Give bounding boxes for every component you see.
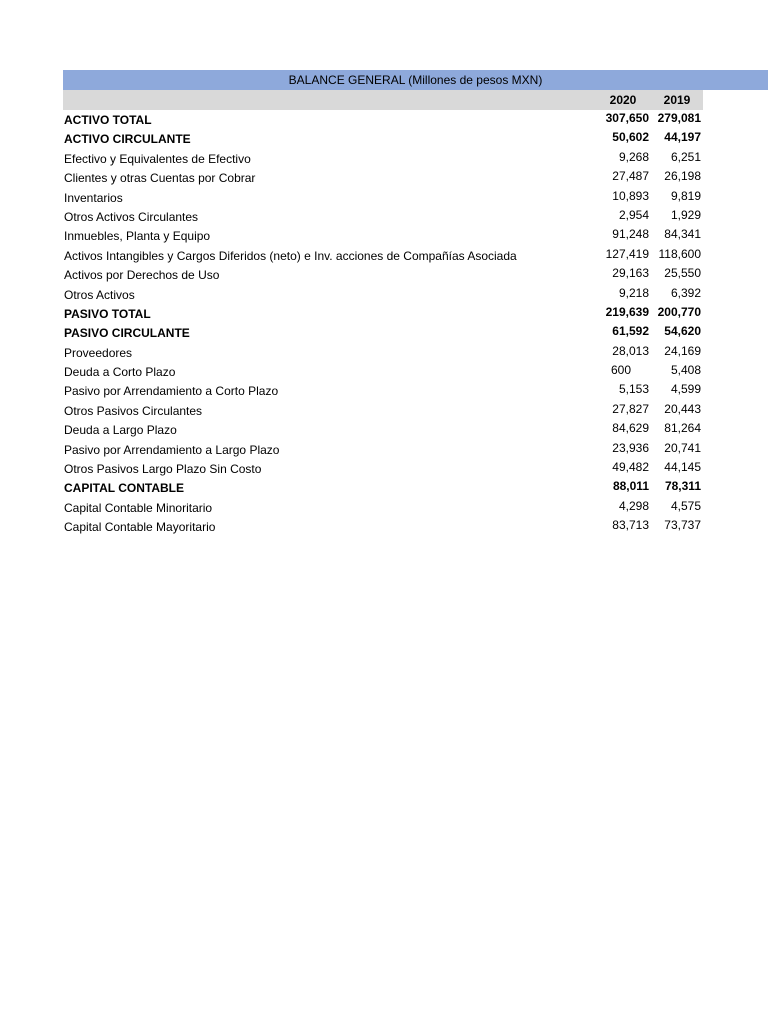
value-2020: 28,013 [612,343,649,358]
balance-table-body [63,110,703,537]
value-2020: 219,639 [605,304,649,319]
value-2020: 4,298 [618,498,649,513]
table-row [63,517,703,536]
table-row [63,285,703,304]
table-row [63,343,703,362]
value-2019: 54,620 [664,324,701,339]
row-label: Deuda a Corto Plazo [64,365,176,380]
row-label: Capital Contable Mayoritario [64,520,216,535]
value-2020: 91,248 [612,227,649,242]
value-2020: 49,482 [612,460,649,475]
value-2019: 4,599 [670,382,701,397]
table-row [63,168,703,187]
table-row [63,207,703,226]
value-2020: 29,163 [612,266,649,281]
value-2019: 20,741 [664,440,701,455]
table-row [63,149,703,168]
value-2019: 26,198 [664,169,701,184]
value-2019: 84,341 [664,227,701,242]
row-label: Proveedores [64,345,133,360]
column-header-2020: 2020 [609,93,637,107]
value-2019: 6,251 [670,149,701,164]
row-label: CAPITAL CONTABLE [64,481,184,496]
value-2020: 83,713 [612,518,649,533]
value-2019: 78,311 [664,479,701,494]
table-row [63,129,703,148]
value-2019: 73,737 [664,518,701,533]
table-row [63,265,703,284]
table-row [63,304,703,323]
row-label: Otros Activos Circulantes [64,209,199,224]
row-label: Otros Activos [64,287,135,302]
row-label: Clientes y otras Cuentas por Cobrar [64,171,256,186]
row-label: ACTIVO TOTAL [64,113,152,127]
table-row [63,226,703,245]
value-2020: 88,011 [612,479,649,494]
row-label: ACTIVO CIRCULANTE [64,132,191,147]
row-label: Otros Pasivos Circulantes [64,403,203,418]
value-2019: 1,929 [670,207,701,222]
table-row [63,420,703,439]
table-title-bar [63,70,768,90]
table-row [63,110,703,129]
row-label: Capital Contable Minoritario [64,500,213,515]
value-2020: 50,602 [612,130,649,145]
value-2019: 9,819 [670,188,701,203]
row-label: Inmuebles, Planta y Equipo [64,229,211,244]
value-2020: 307,650 [605,111,649,125]
row-label: PASIVO TOTAL [64,306,151,321]
row-label: Activos por Derechos de Uso [64,268,220,283]
value-2020: 127,419 [605,246,649,261]
table-row [63,188,703,207]
value-2019: 6,392 [670,285,701,300]
value-2020: 5,153 [618,382,649,397]
value-2019: 25,550 [664,266,701,281]
table-row [63,246,703,265]
value-2020: 600 [610,363,632,378]
value-2020: 61,592 [612,324,649,339]
value-2020: 10,893 [612,188,649,203]
value-2020: 27,827 [612,401,649,416]
value-2019: 4,575 [670,498,701,513]
value-2020: 2,954 [618,207,649,222]
value-2019: 81,264 [664,421,701,436]
value-2019: 279,081 [657,111,701,125]
value-2020: 27,487 [612,169,649,184]
table-row [63,381,703,400]
row-label: PASIVO CIRCULANTE [64,326,190,341]
table-row [63,498,703,517]
value-2020: 84,629 [612,421,649,436]
value-2019: 44,197 [664,130,701,145]
table-row [63,459,703,478]
row-label: Efectivo y Equivalentes de Efectivo [64,151,251,166]
row-label: Inventarios [64,190,123,205]
table-row [63,478,703,497]
value-2019: 118,600 [658,246,701,261]
value-2020: 9,268 [618,149,649,164]
row-label: Pasivo por Arrendamiento a Largo Plazo [64,442,280,457]
value-2019: 5,408 [670,363,701,378]
value-2019: 200,770 [657,304,701,319]
row-label: Activos Intangibles y Cargos Diferidos (neto) e Inv. acciones de Compañías Asociada [64,248,517,263]
table-title: BALANCE GENERAL (Millones de pesos MXN) [288,73,543,87]
table-row [63,323,703,342]
table-row [63,401,703,420]
table-row [63,440,703,459]
column-header-row [63,90,703,110]
value-2020: 9,218 [618,285,649,300]
row-label: Pasivo por Arrendamiento a Corto Plazo [64,384,279,399]
row-label: Deuda a Largo Plazo [64,423,177,438]
value-2019: 44,145 [664,460,701,475]
table-row [63,362,703,381]
column-header-2019: 2019 [663,93,691,107]
value-2019: 20,443 [664,401,701,416]
value-2019: 24,169 [664,343,701,358]
row-label: Otros Pasivos Largo Plazo Sin Costo [64,462,262,477]
value-2020: 23,936 [612,440,649,455]
